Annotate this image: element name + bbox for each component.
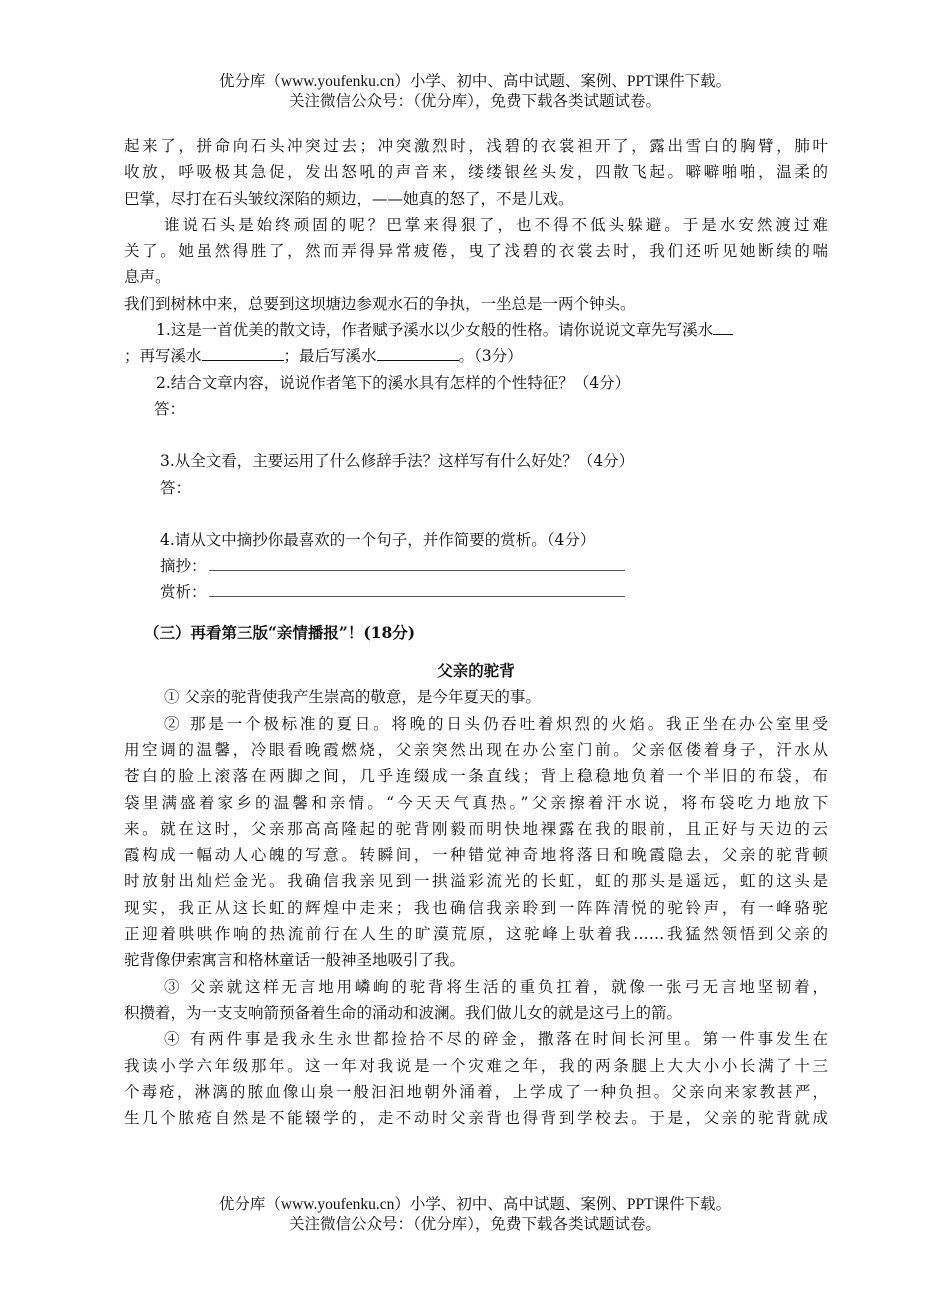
- spacer: [124, 501, 828, 527]
- article-line: 正迎着哄哄作响的热流前行在人生的旷漠荒原，这驼峰上驮着我……我猛然领悟到父亲的: [124, 925, 828, 944]
- passage-line: 起来了，拼命向石头冲突过去；冲突激烈时，浅碧的衣裳袒开了，露出雪白的胸臂，肺叶: [124, 137, 828, 155]
- analysis-answer-line[interactable]: [209, 580, 625, 597]
- question-1-text: 1.这是一首优美的散文诗，作者赋予溪水以少女般的性格。请你说说文章先写溪水: [156, 321, 714, 340]
- article-line: ④ 有两件事是我永生永世都捡拾不尽的碎金，撒落在时间长河里。第一件事发生在: [164, 1030, 828, 1049]
- passage-line: 关了。她虽然得胜了，然而弄得异常疲倦，曳了浅碧的衣裳去时，我们还听见她断续的喘: [124, 242, 828, 261]
- header-line-2: 关注微信公众号：（优分库），免费下载各类试题试卷。: [288, 93, 661, 110]
- article-line: 驼背像伊索寓言和格林童话一般神圣地吸引了我。: [124, 951, 466, 970]
- article-line: 生几个脓疮自然是不能辍学的，走不动时父亲背也得背到学校去。于是，父亲的驼背就成: [124, 1109, 828, 1128]
- question-4: 4.请从文中摘抄你最喜欢的一个句子，并作简要的赏析。（4分）: [160, 530, 596, 549]
- passage-line: 巴掌，尽打在石头皱纹深陷的颊边，——她真的怒了，不是儿戏。: [124, 189, 574, 208]
- question-1: [124, 317, 828, 343]
- article-line: 积攒着，为一支支响箭预备着生命的涌动和波澜。我们做儿女的就是这弓上的箭。: [124, 1003, 683, 1022]
- passage-line: 收放，呼吸极其急促，发出怒吼的声音来，缕缕银丝头发，四散飞起。噼噼啪啪，温柔的: [124, 163, 828, 182]
- analysis-row: [124, 579, 828, 605]
- question-1-part: ；再写溪水: [124, 347, 202, 366]
- section-title: （三）再看第三版“亲情播报”！(18分): [144, 622, 416, 642]
- copy-row: [124, 553, 828, 579]
- article-line: ③ 父亲就这样无言地用嶙峋的驼背将生活的重负扛着，就像一张弓无言地坚韧着，: [164, 977, 828, 996]
- article-paragraph-1: ① 父亲的驼背使我产生崇高的敬意，是今年夏天的事。: [164, 688, 541, 707]
- article-line: 我读小学六年级那年。这一年对我说是一个灾难之年，我的两条腿上大大小小长满了十三: [124, 1056, 828, 1075]
- passage-line: 息声。: [124, 268, 171, 287]
- question-1-part: 。（3分）: [458, 347, 523, 366]
- answer-blank[interactable]: [202, 344, 284, 361]
- document-body: [124, 133, 828, 1131]
- footer-line-1: 优分库（www.youfenku.cn）小学、初中、高中试题、案例、PPT课件下载。: [218, 1196, 732, 1213]
- question-1-part: ；最后写溪水: [283, 347, 377, 366]
- article-line: 现实，我正从这长虹的辉煌中走来；我也确信我亲聆到一阵阵清悦的驼铃声，有一峰骆驼: [124, 898, 828, 917]
- copy-label: 摘抄：: [160, 557, 207, 576]
- page-footer: [0, 1195, 950, 1235]
- article-line: 苍白的脸上滚落在两脚之间，几乎连缀成一条直线；背上稳稳地负着一个半旧的布袋，布: [124, 767, 828, 786]
- passage-line: 谁说石头是始终顽固的呢？巴掌来得狠了，也不得不低头躲避。于是水安然渡过难: [164, 215, 828, 234]
- spacer: [124, 422, 828, 448]
- answer-blank[interactable]: [377, 344, 459, 361]
- article-line: 用空调的温馨，冷眼看晚霞燃烧，父亲突然出现在办公室门前。父亲伛偻着身子，汗水从: [124, 740, 828, 759]
- article-line: 来。就在这时，父亲那高高隆起的驼背刚毅而明快地裸露在我的眼前，且正好与天边的云: [124, 819, 828, 838]
- question-2: 2.结合文章内容，说说作者笔下的溪水具有怎样的个性特征？（4分）: [156, 373, 631, 392]
- article-line: 个毒疮，淋漓的脓血像山泉一般汩汩地朝外涌着，上学成了一种负担。父亲向来家教甚严，: [124, 1082, 828, 1101]
- article-line: ② 那是一个极标准的夏日。将晚的日头仍吞吐着炽烈的火焰。我正坐在办公室里受: [164, 714, 828, 733]
- page-header: [0, 72, 950, 112]
- answer-label: 答：: [154, 399, 186, 418]
- question-3: 3.从全文看，主要运用了什么修辞手法？这样写有什么好处？（4分）: [160, 452, 635, 471]
- article-title: 父亲的驼背: [437, 661, 515, 681]
- article-line: 霞构成一幅动人心魄的写意。转瞬间，一种错觉神奇地将落日和晚霞隐去，父亲的驼背顿: [124, 846, 828, 865]
- analysis-label: 赏析：: [160, 583, 207, 602]
- article-line: 时放射出灿烂金光。我确信我亲见到一拱溢彩流光的长虹，虹的那头是遥远，虹的这头是: [124, 872, 828, 891]
- answer-label: 答：: [160, 478, 192, 497]
- header-line-1: 优分库（www.youfenku.cn）小学、初中、高中试题、案例、PPT课件下载。: [218, 73, 732, 90]
- question-1-continued: [124, 343, 828, 369]
- passage-line: 我们到树林中来，总要到这坝塘边参观水石的争执，一坐总是一两个钟头。: [124, 294, 636, 313]
- footer-line-2: 关注微信公众号：（优分库），免费下载各类试题试卷。: [288, 1216, 661, 1233]
- article-line: 袋里满盛着家乡的温馨和亲情。“今天天气真热。”父亲擦着汗水说，将布袋吃力地放下: [124, 793, 828, 812]
- copy-answer-line[interactable]: [209, 554, 625, 571]
- answer-blank[interactable]: [713, 318, 733, 335]
